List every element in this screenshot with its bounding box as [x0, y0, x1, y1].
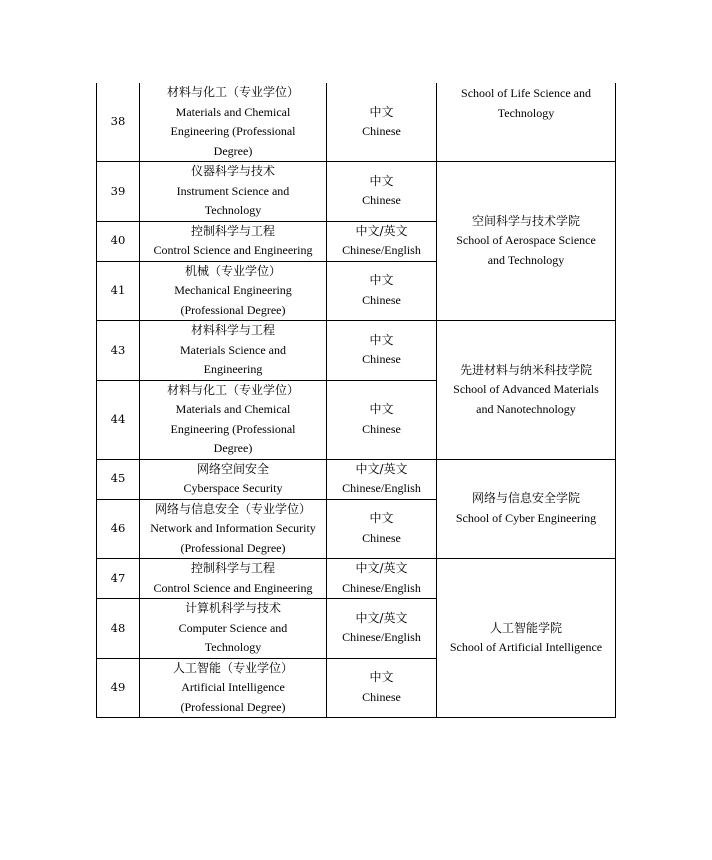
- language-zh: 中文: [369, 511, 394, 526]
- school-name-en: and Technology: [487, 252, 565, 267]
- language-en: Chinese: [362, 352, 401, 367]
- major-name-en: Materials and Chemical: [175, 402, 291, 416]
- major-name-zh: 控制科学与工程: [190, 561, 275, 575]
- school-name-en: School of Artificial Intelligence: [449, 640, 603, 654]
- language-zh: 中文: [369, 104, 394, 119]
- language-en: Chinese: [362, 292, 401, 307]
- school-name-en: and Nanotechnology: [476, 401, 576, 416]
- language-en: Chinese: [362, 124, 401, 138]
- school-cell: [437, 459, 616, 559]
- language-cell: [327, 599, 437, 659]
- language-zh: 中文/英文: [355, 223, 408, 238]
- major-name-en: Computer Science and: [178, 620, 288, 635]
- major-cell: [140, 83, 327, 162]
- language-cell: [327, 380, 437, 459]
- major-name-zh: 人工智能（专业学位）: [172, 660, 293, 675]
- school-name-zh: 人工智能学院: [489, 620, 562, 635]
- school-name-en: School of Life Science and: [461, 86, 591, 100]
- language-cell: [327, 83, 437, 162]
- table-row: [97, 162, 616, 222]
- major-name-en: (Professional Degree): [180, 302, 286, 317]
- language-zh: 中文/英文: [355, 461, 408, 476]
- major-cell: [140, 499, 327, 559]
- language-en: Chinese/English: [342, 243, 421, 257]
- language-zh: 中文: [369, 402, 394, 416]
- language-en: Chinese: [362, 530, 401, 545]
- language-cell: [327, 559, 437, 599]
- row-number: 43: [97, 321, 140, 381]
- major-cell: [140, 599, 327, 659]
- major-name-en: Technology: [204, 203, 262, 217]
- row-number: 44: [97, 380, 140, 459]
- school-name-en: School of Cyber Engineering: [455, 510, 597, 525]
- table-row: [97, 321, 616, 381]
- school-name-en: Technology: [497, 105, 555, 120]
- major-cell: [140, 459, 327, 499]
- row-number: 49: [97, 658, 140, 718]
- language-cell: [327, 459, 437, 499]
- language-zh: 中文: [369, 670, 394, 685]
- major-name-en: Materials and Chemical: [175, 104, 291, 119]
- row-number: 46: [97, 499, 140, 559]
- school-name-zh: 网络与信息安全学院: [471, 491, 580, 506]
- major-name-zh: 网络与信息安全（专业学位）: [154, 501, 311, 516]
- major-name-en: Control Science and Engineering: [153, 243, 313, 257]
- school-name-zh: 先进材料与纳米科技学院: [459, 362, 592, 377]
- language-en: Chinese/English: [342, 580, 421, 595]
- major-name-zh: 材料与化工（专业学位）: [166, 85, 299, 99]
- programs-table: [96, 83, 616, 718]
- language-cell: [327, 499, 437, 559]
- language-zh: 中文: [369, 173, 394, 188]
- major-name-en: Degree): [213, 143, 253, 158]
- major-name-en: (Professional Degree): [180, 540, 286, 555]
- table-row: [97, 83, 616, 162]
- major-name-zh: 材料与化工（专业学位）: [166, 382, 299, 397]
- table-row: [97, 559, 616, 599]
- school-cell: [437, 559, 616, 718]
- major-name-en: Instrument Science and: [176, 183, 290, 198]
- language-zh: 中文/英文: [355, 561, 408, 575]
- major-cell: [140, 380, 327, 459]
- school-name-en: School of Advanced Materials: [453, 382, 599, 396]
- language-cell: [327, 261, 437, 321]
- language-en: Chinese/English: [342, 630, 421, 645]
- major-name-en: Engineering (Professional: [170, 124, 296, 138]
- row-number: 40: [97, 221, 140, 261]
- language-cell: [327, 221, 437, 261]
- major-cell: [140, 559, 327, 599]
- major-name-en: Engineering (Professional: [170, 421, 296, 436]
- major-cell: [140, 221, 327, 261]
- row-number: 47: [97, 559, 140, 599]
- major-cell: [140, 658, 327, 718]
- language-zh: 中文: [369, 273, 394, 288]
- school-cell: [437, 83, 616, 162]
- major-name-en: Technology: [204, 640, 262, 654]
- language-zh: 中文: [369, 332, 394, 347]
- school-cell: [437, 162, 616, 321]
- major-cell: [140, 261, 327, 321]
- language-en: Chinese: [362, 689, 401, 704]
- major-name-en: Mechanical Engineering: [174, 283, 292, 297]
- language-en: Chinese/English: [342, 481, 421, 495]
- row-number: 45: [97, 459, 140, 499]
- language-cell: [327, 658, 437, 718]
- major-name-zh: 网络空间安全: [196, 461, 269, 476]
- major-name-en: (Professional Degree): [180, 699, 286, 714]
- major-cell: [140, 321, 327, 381]
- major-name-en: Engineering: [203, 362, 263, 376]
- major-cell: [140, 162, 327, 222]
- major-name-en: Materials Science and: [180, 342, 286, 357]
- row-number: 39: [97, 162, 140, 222]
- major-name-zh: 材料科学与工程: [190, 323, 275, 337]
- school-name-en: School of Aerospace Science: [456, 233, 596, 248]
- major-name-zh: 计算机科学与技术: [184, 601, 281, 615]
- major-name-en: Degree): [213, 441, 253, 455]
- school-cell: [437, 321, 616, 460]
- major-name-zh: 机械（专业学位）: [184, 263, 281, 278]
- major-name-en: Network and Information Security: [150, 521, 316, 535]
- language-en: Chinese: [362, 193, 401, 208]
- row-number: 41: [97, 261, 140, 321]
- major-name-en: Artificial Intelligence: [181, 680, 285, 694]
- major-name-zh: 控制科学与工程: [190, 223, 275, 238]
- major-name-zh: 仪器科学与技术: [190, 164, 275, 178]
- row-number: 38: [97, 83, 140, 162]
- school-name-zh: 空间科学与技术学院: [471, 213, 580, 228]
- major-name-en: Cyberspace Security: [183, 481, 283, 495]
- language-cell: [327, 162, 437, 222]
- row-number: 48: [97, 599, 140, 659]
- language-en: Chinese: [362, 421, 401, 436]
- major-name-en: Control Science and Engineering: [153, 580, 313, 595]
- table-row: [97, 459, 616, 499]
- language-cell: [327, 321, 437, 381]
- language-zh: 中文/英文: [355, 610, 408, 625]
